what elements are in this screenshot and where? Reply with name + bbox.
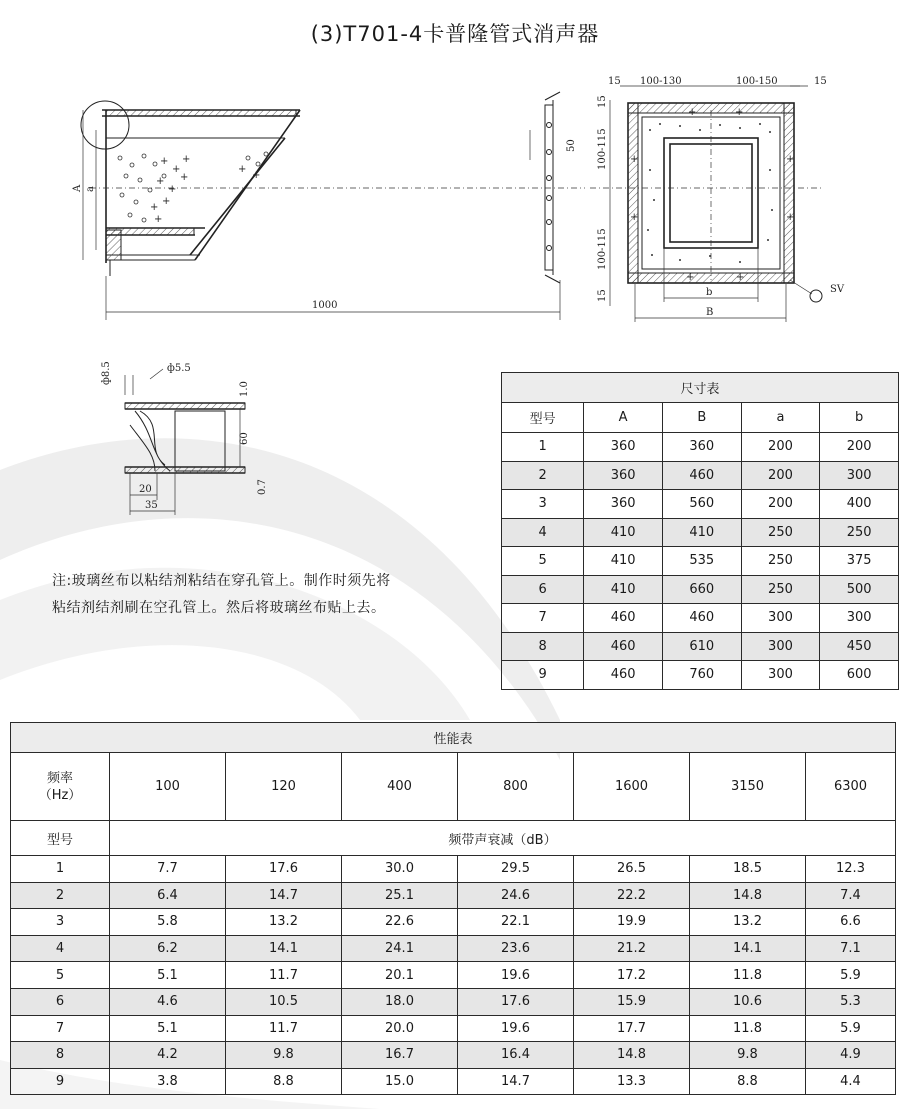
cell: 9	[11, 1068, 110, 1095]
dim-header-b: b	[820, 403, 899, 433]
cell: 410	[662, 518, 741, 547]
dim-header-a: a	[741, 403, 820, 433]
cell: 10.5	[226, 988, 342, 1015]
cell: 9	[502, 661, 584, 690]
cell: 4.2	[110, 1042, 226, 1069]
cell: 8	[11, 1042, 110, 1069]
cell: 12.3	[806, 856, 896, 883]
table-row	[11, 856, 896, 883]
freq-cell: 100	[110, 753, 226, 821]
table-row	[502, 433, 899, 462]
note-text: 注:玻璃丝布以粘结剂粘结在穿孔管上。制作时须先将粘结剂结剂刷在空孔管上。然后将玻璃丝布贴上去。	[52, 573, 391, 616]
cell: 20.0	[342, 1015, 458, 1042]
performance-table-caption: 性能表	[11, 723, 896, 753]
cell: 1	[11, 856, 110, 883]
cell: 6.6	[806, 909, 896, 936]
cell: 7.7	[110, 856, 226, 883]
cell: 10.6	[690, 988, 806, 1015]
table-row	[11, 962, 896, 989]
cell: 200	[820, 433, 899, 462]
cell: 7.4	[806, 882, 896, 909]
cell: 15.0	[342, 1068, 458, 1095]
svg-text:+: +	[630, 154, 639, 165]
cell: 19.6	[458, 1015, 574, 1042]
cell: 19.9	[574, 909, 690, 936]
cell: 8.8	[690, 1068, 806, 1095]
freq-label: 频率	[46, 770, 73, 786]
sec-top-15-left: 15	[608, 76, 621, 87]
table-row	[502, 575, 899, 604]
svg-text:+: +	[252, 170, 261, 181]
sec-label-SV: SV	[830, 284, 845, 295]
cell: 300	[820, 604, 899, 633]
cell: 29.5	[458, 856, 574, 883]
svg-text:+: +	[735, 107, 744, 118]
detail-phi-55: ф5.5	[167, 363, 191, 374]
cell: 2	[11, 882, 110, 909]
cell: 13.2	[690, 909, 806, 936]
cell: 14.8	[574, 1042, 690, 1069]
cell: 4.9	[806, 1042, 896, 1069]
cell: 535	[662, 547, 741, 576]
cell: 4	[11, 935, 110, 962]
table-row	[502, 461, 899, 490]
label-A: A	[72, 184, 83, 192]
svg-text:+: +	[688, 107, 697, 118]
svg-text:+: +	[150, 202, 159, 213]
cell: 16.7	[342, 1042, 458, 1069]
sec-label-b: b	[706, 287, 713, 298]
cell: 3	[502, 490, 584, 519]
cell: 8.8	[226, 1068, 342, 1095]
cell: 6	[502, 575, 584, 604]
detail-dim-10: 1.0	[239, 381, 250, 397]
label-a: a	[85, 186, 96, 192]
cell: 200	[741, 461, 820, 490]
cell: 11.7	[226, 962, 342, 989]
detail-phi-85: ф8.5	[101, 361, 112, 385]
cell: 460	[584, 604, 663, 633]
cell: 410	[584, 518, 663, 547]
freq-cell: 3150	[690, 753, 806, 821]
cell: 8	[502, 632, 584, 661]
cell: 25.1	[342, 882, 458, 909]
cell: 6.4	[110, 882, 226, 909]
dim-header-A: A	[584, 403, 663, 433]
cell: 16.4	[458, 1042, 574, 1069]
svg-text:+: +	[172, 164, 181, 175]
cell: 5	[11, 962, 110, 989]
cell: 6	[11, 988, 110, 1015]
sec-top-mid-1: 100-130	[640, 76, 682, 87]
cell: 250	[741, 518, 820, 547]
table-row	[502, 661, 899, 690]
cell: 410	[584, 547, 663, 576]
detail-dim-20: 20	[139, 484, 152, 495]
cell: 200	[741, 433, 820, 462]
cell: 21.2	[574, 935, 690, 962]
cell: 3	[11, 909, 110, 936]
freq-cell: 400	[342, 753, 458, 821]
cell: 5.1	[110, 962, 226, 989]
model-header: 型号	[11, 821, 110, 856]
cell: 22.1	[458, 909, 574, 936]
cell: 5	[502, 547, 584, 576]
dim-header-B: B	[662, 403, 741, 433]
cell: 20.1	[342, 962, 458, 989]
cell: 11.8	[690, 962, 806, 989]
cell: 24.6	[458, 882, 574, 909]
cell: 14.7	[458, 1068, 574, 1095]
cell: 13.2	[226, 909, 342, 936]
cell: 24.1	[342, 935, 458, 962]
table-row	[11, 882, 896, 909]
table-row	[11, 909, 896, 936]
value-header: 频带声衰减（dB）	[110, 821, 896, 856]
cell: 11.8	[690, 1015, 806, 1042]
svg-text:+: +	[736, 272, 745, 283]
cell: 9.8	[226, 1042, 342, 1069]
table-row	[502, 547, 899, 576]
cell: 9.8	[690, 1042, 806, 1069]
svg-text:+: +	[162, 196, 171, 207]
cell: 300	[741, 632, 820, 661]
cell: 15.9	[574, 988, 690, 1015]
performance-table	[10, 722, 896, 1095]
svg-text:+: +	[168, 184, 177, 195]
svg-text:+: +	[786, 212, 795, 223]
freq-cell: 120	[226, 753, 342, 821]
cell: 14.7	[226, 882, 342, 909]
table-row	[11, 1042, 896, 1069]
cell: 460	[584, 632, 663, 661]
cell: 11.7	[226, 1015, 342, 1042]
cell: 4.6	[110, 988, 226, 1015]
cell: 1	[502, 433, 584, 462]
cell: 410	[584, 575, 663, 604]
cell: 360	[584, 490, 663, 519]
sec-left-lower: 100-115	[597, 228, 608, 270]
table-row	[11, 1068, 896, 1095]
cell: 17.7	[574, 1015, 690, 1042]
cell: 360	[584, 433, 663, 462]
table-row	[502, 632, 899, 661]
cell: 375	[820, 547, 899, 576]
cell: 360	[662, 433, 741, 462]
cell: 4.4	[806, 1068, 896, 1095]
cell: 30.0	[342, 856, 458, 883]
table-row	[11, 1015, 896, 1042]
cell: 200	[741, 490, 820, 519]
table-row	[502, 604, 899, 633]
freq-header	[11, 753, 110, 821]
table-row	[502, 518, 899, 547]
cell: 5.9	[806, 1015, 896, 1042]
cell: 7	[502, 604, 584, 633]
dimension-table-caption: 尺寸表	[502, 373, 899, 403]
table-row	[11, 935, 896, 962]
cell: 250	[741, 575, 820, 604]
svg-text:+: +	[180, 172, 189, 183]
cell: 18.0	[342, 988, 458, 1015]
cell: 14.1	[690, 935, 806, 962]
cell: 22.2	[574, 882, 690, 909]
sec-label-B: B	[706, 307, 714, 318]
dim-50: 50	[566, 139, 577, 152]
sec-top-15-right: 15	[814, 76, 827, 87]
freq-cell: 800	[458, 753, 574, 821]
dim-1000: 1000	[312, 300, 338, 311]
freq-unit: （Hz）	[38, 787, 82, 803]
sec-left-15-bottom: 15	[597, 289, 608, 302]
dim-header-model: 型号	[502, 403, 584, 433]
cell: 23.6	[458, 935, 574, 962]
cell: 5.8	[110, 909, 226, 936]
cell: 19.6	[458, 962, 574, 989]
cell: 4	[502, 518, 584, 547]
cell: 300	[741, 604, 820, 633]
cell: 250	[820, 518, 899, 547]
cell: 18.5	[690, 856, 806, 883]
cell: 300	[820, 461, 899, 490]
cell: 460	[584, 661, 663, 690]
svg-text:+: +	[238, 164, 247, 175]
cell: 250	[741, 547, 820, 576]
sec-left-15-top: 15	[597, 95, 608, 108]
cell: 300	[741, 661, 820, 690]
svg-text:+: +	[154, 214, 163, 225]
detail-dim-60: 60	[239, 432, 250, 445]
cell: 5.3	[806, 988, 896, 1015]
cell: 17.6	[226, 856, 342, 883]
cell: 26.5	[574, 856, 690, 883]
cell: 7	[11, 1015, 110, 1042]
cell: 500	[820, 575, 899, 604]
cell: 660	[662, 575, 741, 604]
cell: 460	[662, 461, 741, 490]
cell: 400	[820, 490, 899, 519]
cell: 360	[584, 461, 663, 490]
cell: 760	[662, 661, 741, 690]
side-view-drawing	[60, 80, 620, 330]
cell: 17.6	[458, 988, 574, 1015]
svg-text:+: +	[786, 154, 795, 165]
cell: 450	[820, 632, 899, 661]
dimension-table	[501, 372, 899, 690]
detail-dim-07: 0.7	[257, 479, 268, 495]
cell: 17.2	[574, 962, 690, 989]
cell: 600	[820, 661, 899, 690]
cell: 6.2	[110, 935, 226, 962]
cell: 560	[662, 490, 741, 519]
sec-top-mid-2: 100-150	[736, 76, 778, 87]
cell: 3.8	[110, 1068, 226, 1095]
cell: 22.6	[342, 909, 458, 936]
detail-view-drawing	[95, 355, 275, 525]
freq-cell: 1600	[574, 753, 690, 821]
cell: 13.3	[574, 1068, 690, 1095]
cell: 5.1	[110, 1015, 226, 1042]
cell: 7.1	[806, 935, 896, 962]
freq-cell: 6300	[806, 753, 896, 821]
section-view-drawing	[590, 70, 860, 330]
table-row	[11, 988, 896, 1015]
cell: 14.8	[690, 882, 806, 909]
svg-text:+: +	[156, 176, 165, 187]
cell: 610	[662, 632, 741, 661]
svg-text:+: +	[160, 156, 169, 167]
svg-text:+: +	[182, 154, 191, 165]
table-row	[502, 490, 899, 519]
cell: 5.9	[806, 962, 896, 989]
svg-text:+: +	[686, 272, 695, 283]
svg-text:+: +	[630, 212, 639, 223]
detail-dim-35: 35	[145, 500, 158, 511]
cell: 14.1	[226, 935, 342, 962]
page-title: (3)T701-4卡普隆管式消声器	[310, 22, 600, 46]
cell: 2	[502, 461, 584, 490]
sec-left-upper: 100-115	[597, 128, 608, 170]
cell: 460	[662, 604, 741, 633]
